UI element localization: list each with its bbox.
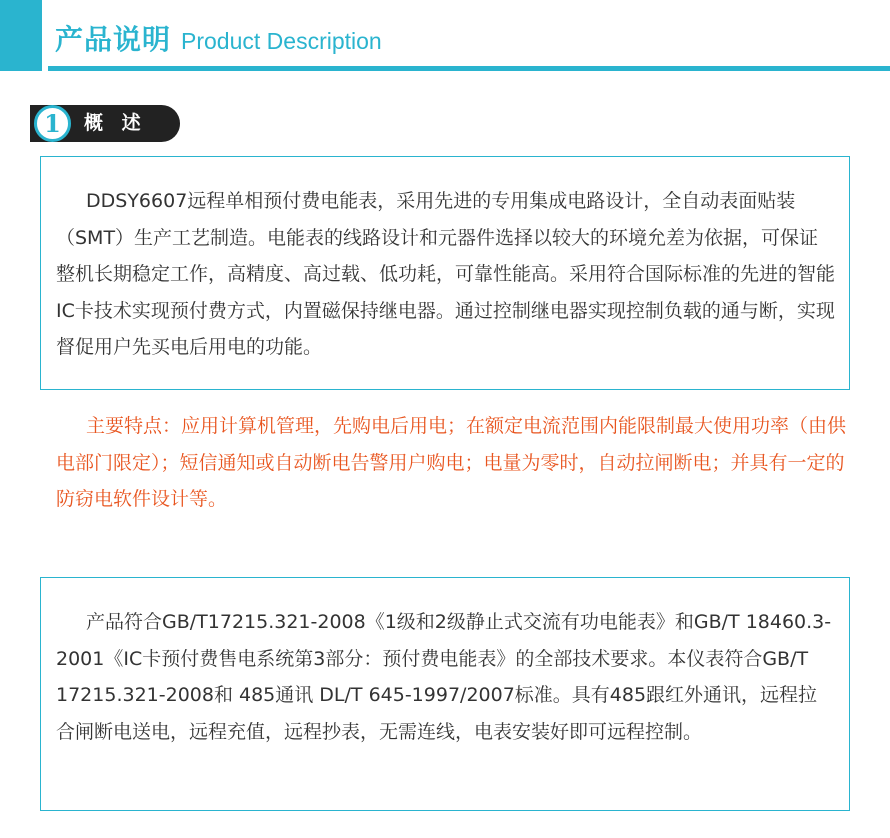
features-paragraph: 主要特点：应用计算机管理，先购电后用电；在额定电流范围内能限制最大使用功率（由供电部门限定）；短信通知或自动断电告警用户购电；电量为零时，自动拉闸断电；并具有一定的防窃电软件设计等。 <box>56 415 847 510</box>
page-title-english: Product Description <box>181 28 382 54</box>
standards-paragraph: 产品符合GB/T17215.321-2008《1级和2级静止式交流有功电能表》和GB/T 18460.3-2001《IC卡预付费售电系统第3部分：预付费电能表》的全部技术要求。本仪表符合GB/T 17215.321-2008和 485通讯 DL/T 645-1997/2007标准。具有485跟红外通讯，远程拉合闸断电送电，远程充值，远程抄表，无需连线，电表安装好即可远程控制。 <box>56 611 832 743</box>
section-heading-label: 概 述 <box>84 112 147 134</box>
page-title <box>55 18 382 62</box>
header-accent-bar <box>0 0 42 71</box>
header-underline <box>48 66 890 71</box>
section-number-circle: 1 <box>34 105 71 142</box>
page-title-chinese: 产品说明 <box>55 23 172 56</box>
overview-paragraph: DDSY6607远程单相预付费电能表，采用先进的专用集成电路设计，全自动表面贴装（SMT）生产工艺制造。电能表的线路设计和元器件选择以较大的环境允差为依据，可保证整机长期稳定工作，高精度、高过载、低功耗，可靠性能高。采用符合国际标准的先进的智能IC卡技术实现预付费方式，内置磁保持继电器。通过控制继电器实现控制负载的通与断，实现督促用户先买电后用电的功能。 <box>56 190 836 358</box>
